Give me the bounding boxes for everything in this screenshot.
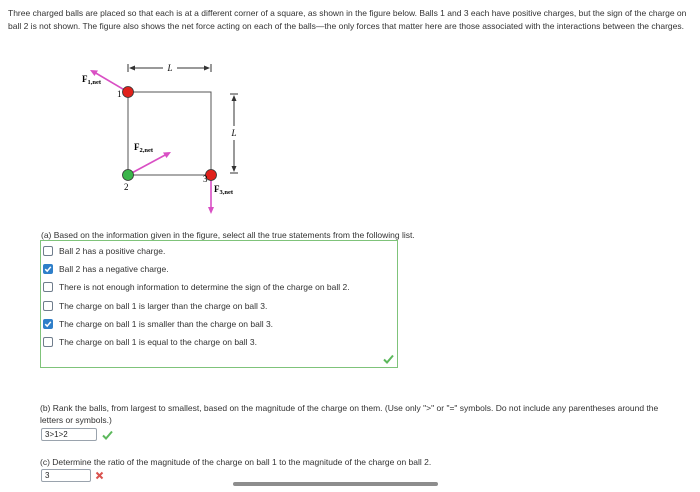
option-not-enough-info[interactable] (43, 280, 350, 294)
dimension-side-label: L (231, 128, 237, 138)
option-label: The charge on ball 1 is larger than the charge on ball 3. (59, 301, 268, 311)
option-label: The charge on ball 1 is equal to the charge on ball 3. (59, 337, 257, 347)
force-arrowhead-ball-3 (208, 207, 214, 214)
part-c-prompt: (c) Determine the ratio of the magnitude of the charge on ball 1 to the magnitude of the charge on ball 2. (40, 457, 432, 467)
check-mark-icon (44, 265, 52, 273)
force-label-ball-3 (214, 184, 234, 196)
part-a-options (40, 240, 398, 368)
force-label-ball-2 (134, 142, 154, 154)
part-a-prompt: (a) Based on the information given in the figure, select all the true statements from the following list. (41, 230, 415, 240)
option-ball1-larger[interactable] (43, 299, 267, 313)
part-c-answer-input[interactable]: 3 (41, 469, 91, 482)
option-label: Ball 2 has a positive charge. (59, 246, 166, 256)
arrowhead-left (129, 66, 135, 71)
ball-2-label: 2 (124, 182, 129, 192)
horizontal-scrollbar[interactable] (233, 482, 438, 486)
ball-2 (123, 170, 134, 181)
force-label-ball-1-main: F (82, 74, 88, 84)
checkbox[interactable] (43, 319, 53, 329)
part-b-answer-input[interactable]: 3>1>2 (41, 428, 97, 441)
checkbox[interactable] (43, 282, 53, 292)
option-ball1-smaller[interactable] (43, 317, 273, 331)
ball-3-label: 3 (203, 174, 208, 184)
force-arrow-ball-2 (128, 154, 167, 175)
checkbox[interactable] (43, 246, 53, 256)
charge-square-figure (70, 58, 270, 218)
ball-1-label: 1 (117, 89, 122, 99)
arrowhead-down (232, 166, 237, 172)
option-ball2-positive[interactable] (43, 244, 165, 258)
square-outline (128, 92, 211, 175)
dimension-top-label: L (167, 63, 173, 73)
force-label-ball-2-sub: 2,net (139, 147, 154, 154)
option-ball2-negative[interactable] (43, 262, 169, 276)
ball-1 (123, 87, 134, 98)
option-ball1-equal[interactable] (43, 335, 257, 349)
incorrect-x-icon (95, 471, 104, 480)
checkbox[interactable] (43, 264, 53, 274)
force-label-ball-3-main: F (214, 184, 220, 194)
arrowhead-right (204, 66, 210, 71)
check-mark-icon (44, 320, 52, 328)
problem-statement: Three charged balls are placed so that each is at a different corner of a square, as shown in the figure below. Balls 1 and 3 each have positive charges, but the sign of the charge on ball 2 is not shown. The figure also shows the net force acting on each of the balls—the only forces that matter here are those associated with the interactions between the charges. (8, 8, 687, 32)
arrowhead-up (232, 95, 237, 101)
part-b-prompt: (b) Rank the balls, from largest to smallest, based on the magnitude of the charge on them. (Use only ">" or "=" symbols. Do not include any parentheses around the letters or symbols.) (40, 403, 659, 425)
force-label-ball-3-sub: 3,net (219, 189, 234, 196)
option-label: There is not enough information to determine the sign of the charge on ball 2. (59, 282, 350, 292)
force-label-ball-1-sub: 1,net (87, 79, 102, 86)
option-label: Ball 2 has a negative charge. (59, 264, 169, 274)
correct-check-icon (383, 354, 394, 364)
checkbox[interactable] (43, 337, 53, 347)
checkbox[interactable] (43, 301, 53, 311)
option-label: The charge on ball 1 is smaller than the charge on ball 3. (59, 319, 274, 329)
force-label-ball-2-main: F (134, 142, 140, 152)
correct-check-icon (102, 430, 113, 440)
